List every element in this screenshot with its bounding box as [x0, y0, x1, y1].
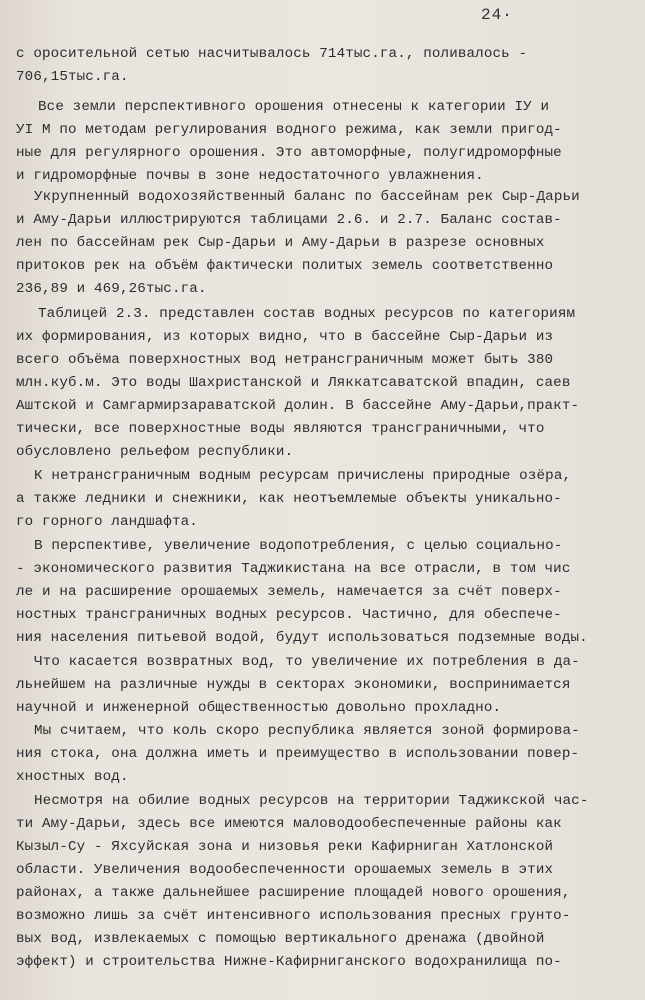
text-line: ле и на расширение орошаемых земель, намечается за счёт поверх-	[16, 584, 562, 600]
text-line: с оросительной сетью насчитывалось 714тыс.га., поливалось -	[16, 46, 528, 62]
text-line: Аштской и Самгармирзараватской долин. В бассейне Аму-Дарьи,практ-	[16, 398, 580, 414]
text-line: и Аму-Дарьи иллюстрируются таблицами 2.6. и 2.7. Баланс состав-	[16, 212, 562, 228]
text-line: хностных вод.	[16, 769, 129, 785]
text-line: а также ледники и снежники, как неотъемлемые объекты уникально-	[16, 491, 562, 507]
text-line: обусловлено рельефом республики.	[16, 444, 294, 460]
text-line: Что касается возвратных вод, то увеличение их потребления в да-	[34, 654, 580, 670]
text-line: возможно лишь за счёт интенсивного использования пресных грунто-	[16, 908, 571, 924]
text-line: ностных трансграничных водных ресурсов. Частично, для обеспече-	[16, 607, 562, 623]
text-line: притоков рек на объём фактически политых земель соответственно	[16, 258, 554, 274]
text-line: районах, а также дальнейшее расширение площадей нового орошения,	[16, 885, 571, 901]
text-line: их формирования, из которых видно, что в бассейне Сыр-Дарьи из	[16, 329, 554, 345]
text-line: научной и инженерной общественностью довольно прохладно.	[16, 700, 502, 716]
text-line: тически, все поверхностные воды являются трансграничными, что	[16, 421, 545, 437]
text-line: Мы считаем, что коль скоро республика является зоной формирова-	[34, 723, 580, 739]
text-line: го горного ландшафта.	[16, 514, 198, 530]
text-line: Несмотря на обилие водных ресурсов на территории Таджикской час-	[34, 793, 589, 809]
text-line: ния стока, она должна иметь и преимущество в использовании повер-	[16, 746, 580, 762]
page-number: 24·	[481, 6, 513, 24]
text-line: эффект) и строительства Нижне-Кафирниганского водохранилища по-	[16, 954, 562, 970]
text-line: ные для регулярного орошения. Это автоморфные, полугидроморфные	[16, 145, 562, 161]
text-line: В перспективе, увеличение водопотребления, с целью социально-	[34, 538, 563, 554]
text-line: К нетрансграничным водным ресурсам причислены природные озёра,	[34, 468, 572, 484]
text-line: Все земли перспективного орошения отнесены к категории IУ и	[38, 99, 550, 115]
text-line: ти Аму-Дарьи, здесь все имеются маловодообеспеченные районы как	[16, 816, 562, 832]
text-line: Таблицей 2.3. представлен состав водных ресурсов по категориям	[38, 306, 576, 322]
text-line: вых вод, извлекаемых с помощью вертикального дренажа (двойной	[16, 931, 545, 947]
text-line: и гидроморфные почвы в зоне недостаточного увлажнения.	[16, 168, 484, 184]
text-line: области. Увеличения водообеспеченности орошаемых земель в этих	[16, 862, 554, 878]
text-line: Укрупненный водохозяйственный баланс по бассейнам рек Сыр-Дарьи	[34, 189, 580, 205]
text-line: льнейшем на различные нужды в секторах экономики, воспринимается	[16, 677, 571, 693]
text-line: УI М по методам регулирования водного режима, как земли пригод-	[16, 122, 562, 138]
text-line: Кызыл-Су - Яхсуйская зона и низовья реки Кафирниган Хатлонской	[16, 839, 554, 855]
text-line: всего объёма поверхностных вод нетрансграничным может быть 380	[16, 352, 554, 368]
text-line: ния населения питьевой водой, будут использоваться подземные воды.	[16, 630, 588, 646]
text-line: лен по бассейнам рек Сыр-Дарьи и Аму-Дарьи в разрезе основных	[16, 235, 545, 251]
text-line: млн.куб.м. Это воды Шахристанской и Ляккатсаватской впадин, саев	[16, 375, 571, 391]
text-line: 706,15тыс.га.	[16, 69, 129, 85]
text-line: 236,89 и 469,26тыс.га.	[16, 281, 207, 297]
text-line: - экономического развития Таджикистана на все отрасли, в том чис	[16, 561, 571, 577]
